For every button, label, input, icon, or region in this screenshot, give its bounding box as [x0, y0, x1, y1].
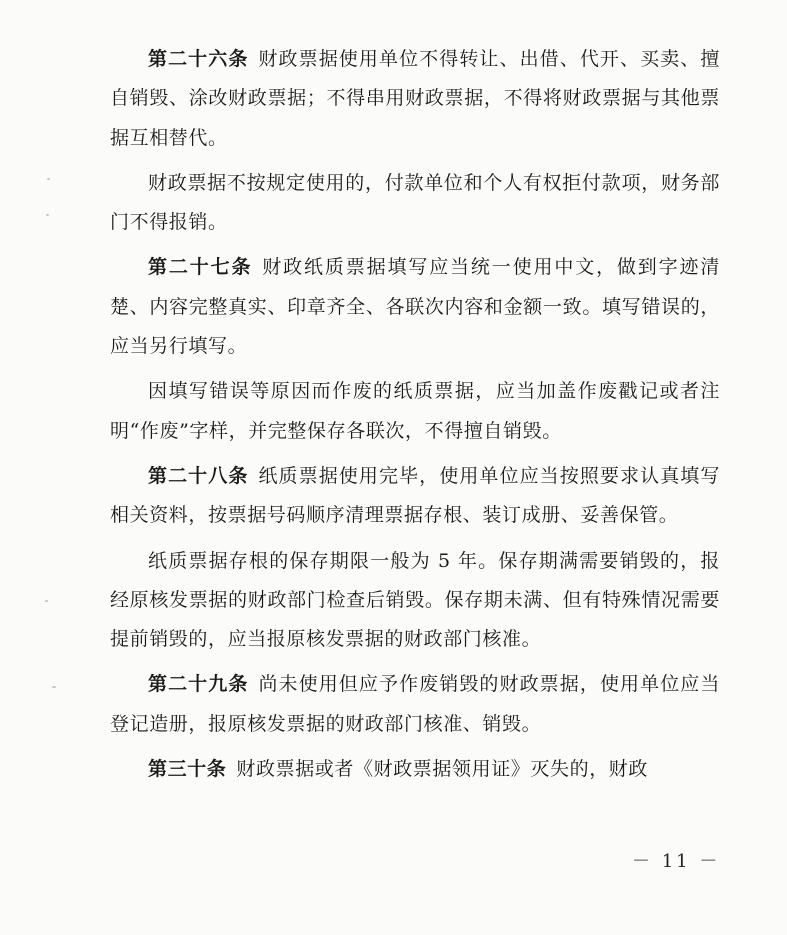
- scan-speck: [47, 178, 50, 180]
- article-heading: 第二十九条: [148, 673, 249, 696]
- paragraph-text: 财政纸质票据填写应当统一使用中文，做到字迹清楚、内容完整真实、印章齐全、各联次内容和金额一致。填写错误的，应当另行填写。: [110, 256, 720, 358]
- paragraph-article-26: [110, 40, 720, 158]
- paragraph-text: 尚未使用但应予作废销毁的财政票据，使用单位应当登记造册，报原核发票据的财政部门核准、销毁。: [110, 673, 720, 735]
- scan-speck: [52, 686, 56, 688]
- paragraph-article-28: [110, 457, 720, 536]
- scan-speck: [45, 600, 48, 602]
- paragraph-text: 因填写错误等原因而作废的纸质票据，应当加盖作废戳记或者注明“作废”字样，并完整保存各联次，不得擅自销毁。: [110, 380, 720, 442]
- paragraph-article-27: [110, 248, 720, 366]
- paragraph-text: 财政票据或者《财政票据领用证》灭失的，财政: [236, 758, 649, 781]
- paragraph-article-27-clause-2: [110, 372, 720, 451]
- article-heading: 第二十八条: [148, 464, 249, 487]
- article-heading: 第二十六条: [148, 48, 249, 70]
- article-heading: 第二十七条: [148, 256, 253, 279]
- paragraph-article-26-clause-2: [110, 164, 720, 243]
- paragraph-text: 财政票据不按规定使用的，付款单位和个人有权拒付款项，财务部门不得报销。: [110, 171, 720, 234]
- paragraph-article-30: [110, 750, 720, 789]
- article-heading: 第三十条: [148, 758, 227, 781]
- document-body: [110, 40, 720, 795]
- page-number: － 11 －: [632, 851, 721, 872]
- scan-speck: [46, 214, 49, 216]
- paragraph-text: 财政票据使用单位不得转让、出借、代开、买卖、擅自销毁、涂改财政票据；不得串用财政票据，不得将财政票据与其他票据互相替代。: [110, 48, 720, 149]
- paragraph-article-28-clause-2: [110, 542, 720, 660]
- paragraph-article-29: [110, 665, 720, 744]
- paragraph-text: 纸质票据使用完毕，使用单位应当按照要求认真填写相关资料，按票据号码顺序清理票据存根、装订成册、妥善保管。: [110, 464, 720, 527]
- paragraph-text: 纸质票据存根的保存期限一般为 5 年。保存期满需要销毁的，报经原核发票据的财政部门检查后销毁。保存期未满、但有特殊情况需要提前销毁的，应当报原核发票据的财政部门核准。: [110, 549, 720, 651]
